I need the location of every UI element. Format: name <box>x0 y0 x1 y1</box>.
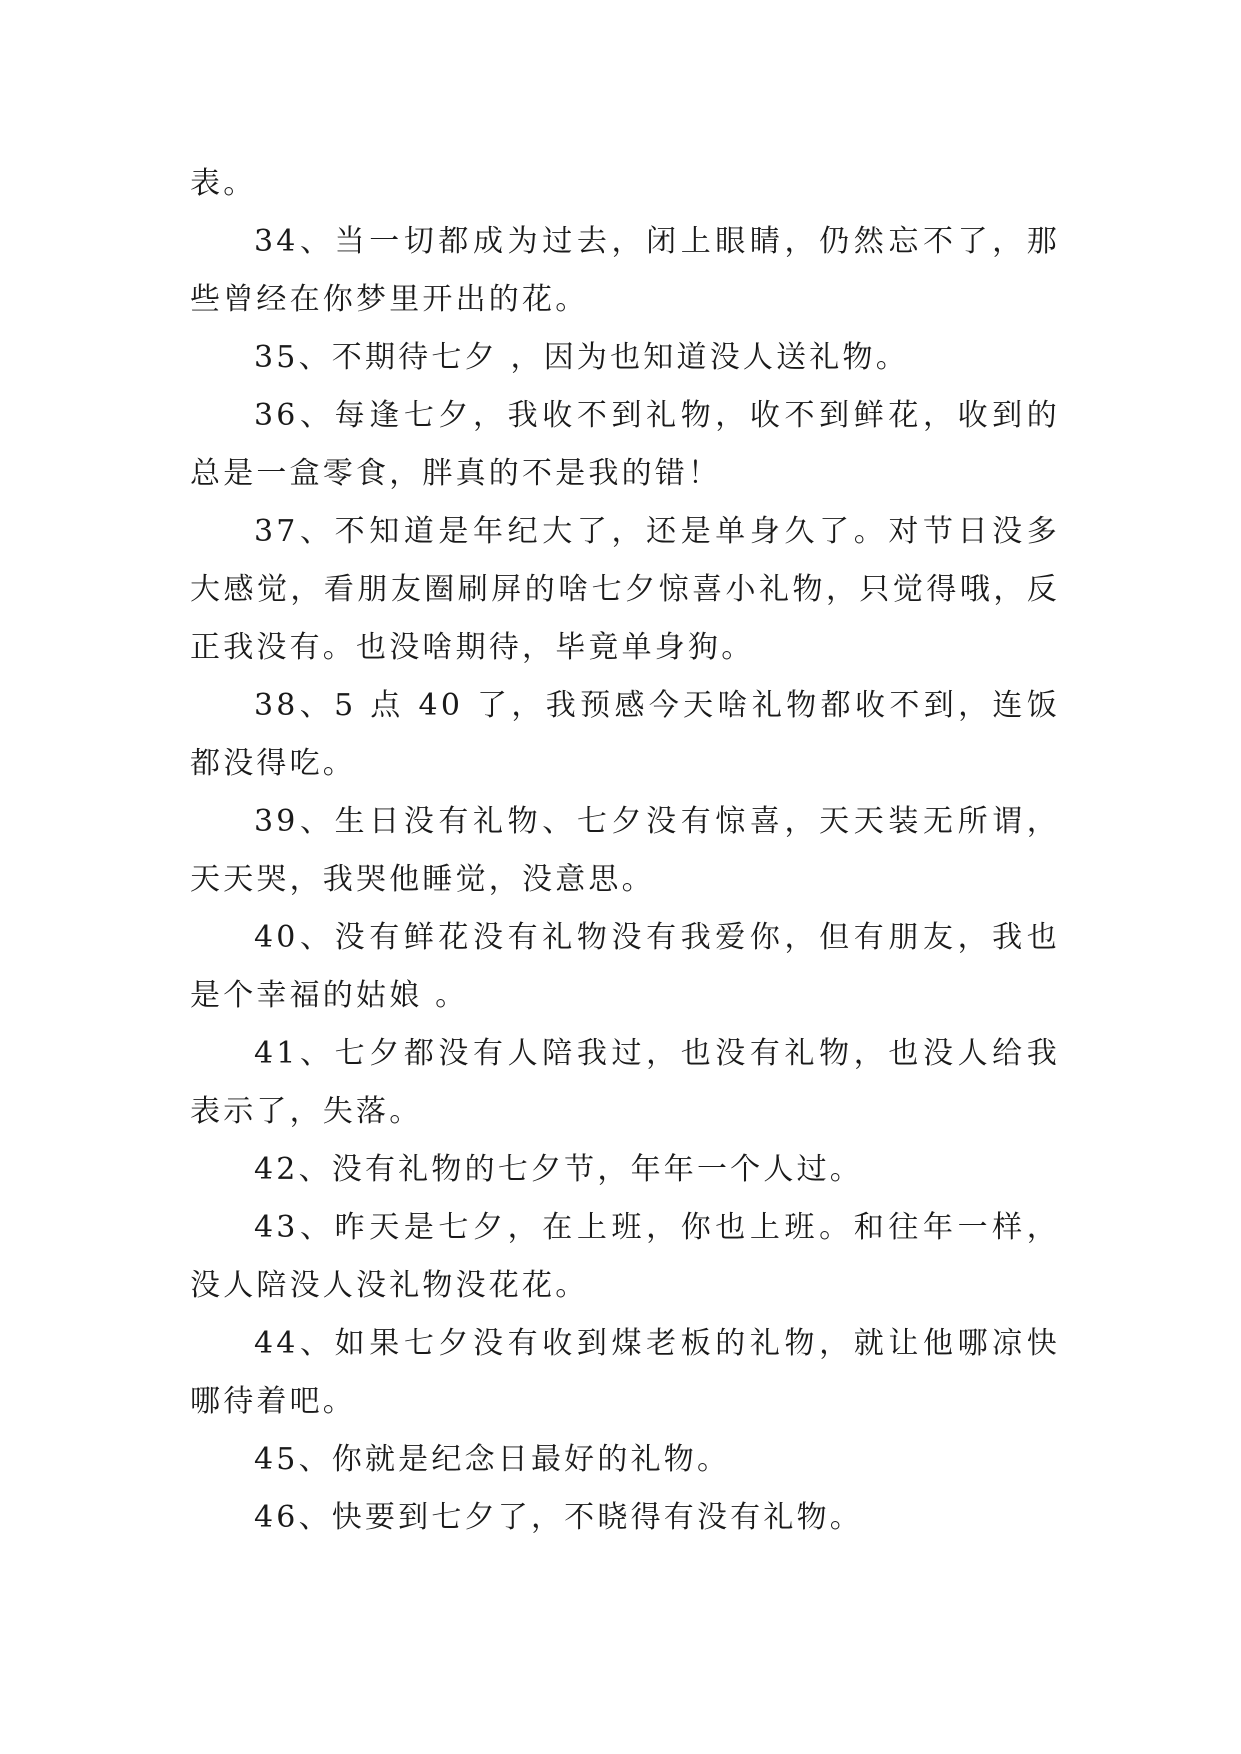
paragraph-42: 42、没有礼物的七夕节，年年一个人过。 <box>254 1152 863 1187</box>
paragraph-37: 37、不知道是年纪大了，还是单身久了。对节日没多大感觉，看朋友圈刷屏的啥七夕惊喜小礼物，只觉得哦，反正我没有。也没啥期待，毕竟单身狗。 <box>190 514 1060 665</box>
paragraph-38: 38、5 点 40 了，我预感今天啥礼物都收不到，连饭都没得吃。 <box>190 688 1060 781</box>
paragraph-36: 36、每逢七夕，我收不到礼物，收不到鲜花，收到的总是一盒零食，胖真的不是我的错！ <box>190 398 1060 491</box>
paragraph-46: 46、快要到七夕了，不晓得有没有礼物。 <box>254 1500 863 1535</box>
paragraph-40: 40、没有鲜花没有礼物没有我爱你，但有朋友，我也是个幸福的姑娘 。 <box>190 920 1060 1013</box>
paragraph-39: 39、生日没有礼物、七夕没有惊喜，天天装无所谓，天天哭，我哭他睡觉，没意思。 <box>190 804 1060 897</box>
paragraph-continuation: 表。 <box>190 166 257 201</box>
paragraph-41: 41、七夕都没有人陪我过，也没有礼物，也没人给我表示了，失落。 <box>190 1036 1060 1129</box>
paragraph-34: 34、当一切都成为过去，闭上眼睛，仍然忘不了，那些曾经在你梦里开出的花。 <box>190 224 1060 317</box>
paragraph-43: 43、昨天是七夕，在上班，你也上班。和往年一样，没人陪没人没礼物没花花。 <box>190 1210 1060 1303</box>
paragraph-35: 35、不期待七夕 ，因为也知道没人送礼物。 <box>254 340 909 375</box>
paragraph-44: 44、如果七夕没有收到煤老板的礼物，就让他哪凉快哪待着吧。 <box>190 1326 1060 1419</box>
document-body <box>190 155 1060 1547</box>
paragraph-45: 45、你就是纪念日最好的礼物。 <box>254 1442 731 1477</box>
